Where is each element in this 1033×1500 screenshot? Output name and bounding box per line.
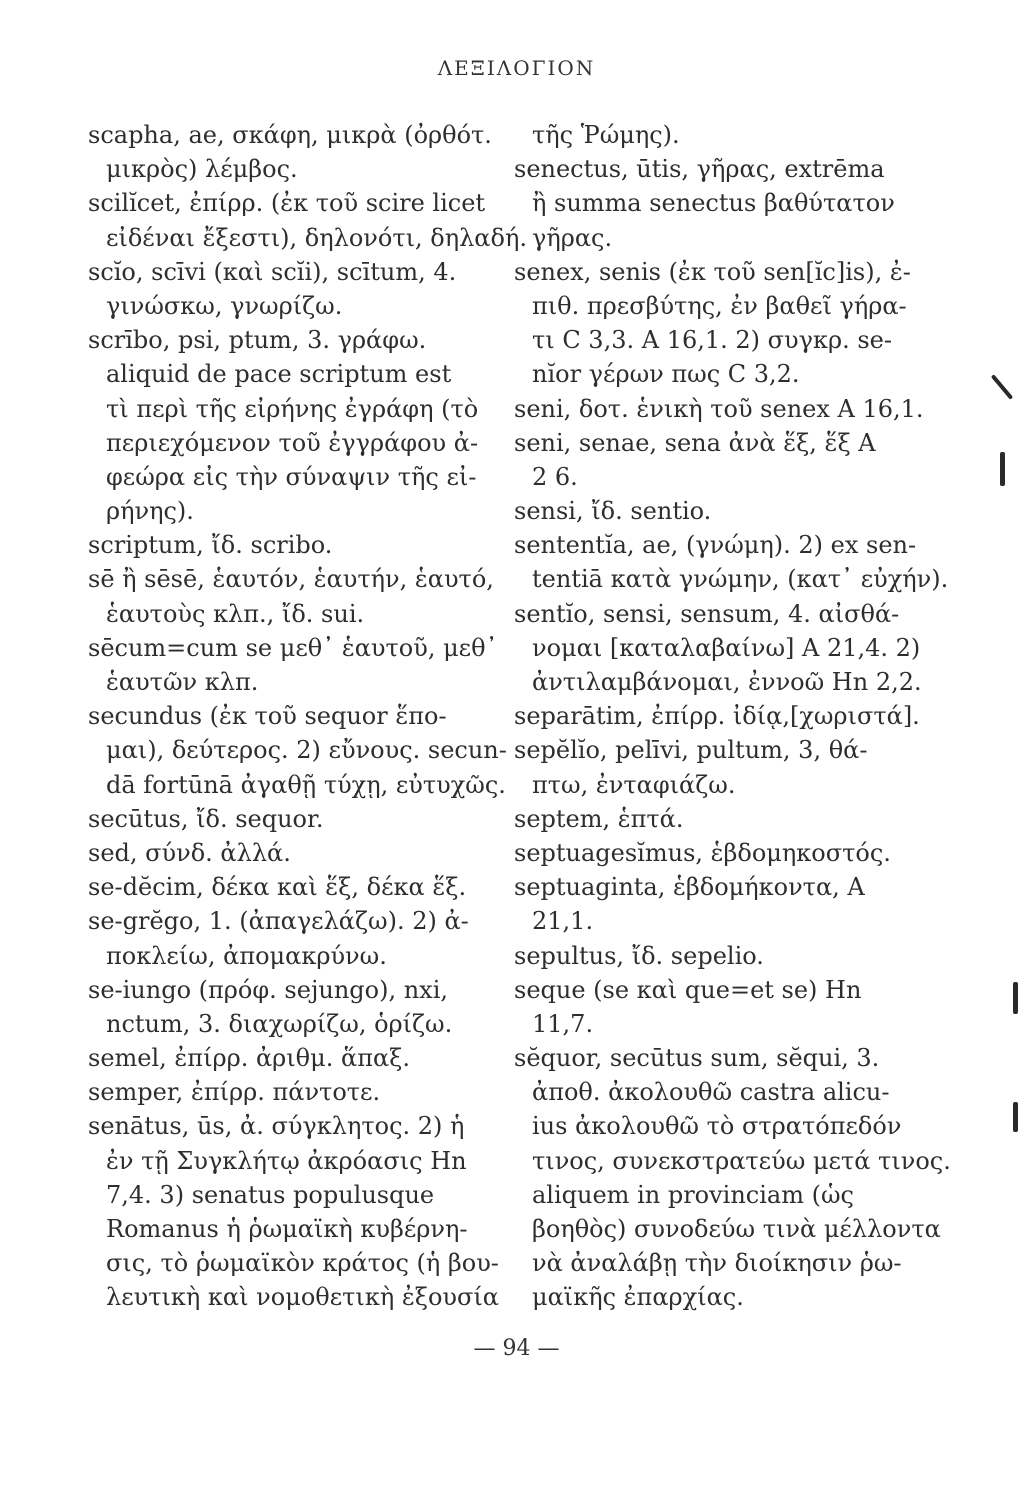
entry-line: τῆς Ῥώμης).	[532, 121, 680, 149]
entry-line: nctum, 3. διαχωρίζω, ὁρίζω.	[106, 1009, 453, 1038]
entry-line: septem, ἑπτά.	[514, 804, 684, 833]
entry-line: τι C 3,3. A 16,1. 2) συγκρ. se-	[532, 326, 892, 355]
entry-line: μαι), δεύτερος. 2) εὔνους. secun-	[106, 736, 507, 765]
entry-line: ius ἀκολουθῶ τὸ στρατόπεδόν	[532, 1112, 902, 1141]
entry-line: sentĭo, sensi, sensum, 4. αἰσθά-	[514, 599, 900, 628]
left-column	[88, 118, 527, 1315]
entry-line: senectus, ūtis, γῆρας, extrēma	[514, 155, 885, 184]
entry-line: σις, τὸ ῥωμαϊκὸν κράτος (ἡ βου-	[106, 1249, 499, 1278]
entry-line: secundus (ἐκ τοῦ sequor ἕπο-	[88, 702, 447, 731]
entry-line: ἢ summa senectus βαθύτατον	[532, 189, 895, 218]
page-number: — 94 —	[473, 1336, 560, 1361]
entry-line: sed, σύνδ. ἀλλά.	[88, 838, 291, 867]
entry-line: separātim, ἐπίρρ. ἰδίᾳ,[χωριστά].	[514, 702, 920, 731]
entry-line: φεώρα εἰς τὴν σύναψιν τῆς εἰ-	[106, 462, 477, 491]
entry-line: 21,1.	[532, 907, 594, 936]
scan-mark	[1013, 1102, 1018, 1132]
entry-line: ποκλείω, ἀπομακρύνω.	[106, 941, 387, 970]
entry-line: sensi, ἴδ. sentio.	[514, 497, 712, 526]
right-column	[514, 118, 951, 1315]
entry-line: γῆρας.	[532, 223, 613, 252]
entry-line: se-iungo (πρόφ. sejungo), nxi,	[88, 975, 449, 1004]
entry-line: semel, ἐπίρρ. ἀριθμ. ἅπαξ.	[88, 1044, 411, 1073]
entry-line: scrībo, psi, ptum, 3. γράφω.	[88, 326, 427, 355]
running-header: ΛΕΞΙΛΟΓΙΟΝ	[437, 56, 596, 80]
entry-line: scĭo, scīvi (καὶ scĭi), scītum, 4.	[88, 257, 457, 286]
entry-line: septuaginta, ἑβδομήκοντα, A	[514, 873, 865, 902]
entry-line: νὰ ἀναλάβῃ τὴν διοίκησιν ῥω-	[532, 1249, 902, 1278]
entry-line: Romanus ἡ ῥωμαϊκὴ κυβέρνη-	[106, 1215, 468, 1243]
entry-line: 11,7.	[532, 1009, 594, 1038]
entry-line: seni, δοτ. ἑνικὴ τοῦ senex A 16,1.	[514, 394, 924, 423]
entry-line: μαϊκῆς ἐπαρχίας.	[532, 1283, 744, 1312]
entry-line: sēcum=cum se μεθ᾽ ἑαυτοῦ, μεθ᾽	[88, 633, 498, 662]
entry-line: sententĭa, ae, (γνώμη). 2) ex sen-	[514, 531, 917, 560]
entry-line: sepultus, ἴδ. sepelio.	[514, 941, 764, 970]
scan-mark	[991, 374, 1013, 400]
entry-line: septuagesĭmus, ἑβδομηκοστός.	[514, 838, 891, 867]
entry-line: γινώσκω, γνωρίζω.	[106, 291, 343, 320]
entry-line: τὶ περὶ τῆς εἰρήνης ἐγράφη (τὸ	[106, 394, 479, 423]
entry-line: nĭor γέρων πως C 3,2.	[532, 360, 800, 389]
entry-line: dā fortūnā ἀγαθῇ τύχῃ, εὐτυχῶς.	[106, 770, 506, 799]
entry-line: 7,4. 3) senatus populusque	[106, 1180, 435, 1209]
entry-line: 2 6.	[532, 462, 578, 491]
entry-line: ρήνης).	[106, 497, 194, 526]
entry-line: se-grĕgo, 1. (ἀπαγελάζω). 2) ἀ-	[88, 907, 469, 936]
entry-line: ἑαυτοὺς κλπ., ἴδ. sui.	[106, 599, 365, 628]
entry-line: ἑαυτῶν κλπ.	[106, 668, 259, 696]
entry-line: βοηθὸς) συνοδεύω τινὰ μέλλοντα	[532, 1215, 941, 1243]
entry-line: νομαι [καταλαβαίνω] A 21,4. 2)	[532, 633, 921, 662]
entry-line: ἀντιλαμβάνομαι, ἐννοῶ Hn 2,2.	[532, 668, 922, 696]
entry-line: sepĕlĭo, pelīvi, pultum, 3, θά-	[514, 736, 868, 765]
entry-line: λευτικὴ καὶ νομοθετικὴ ἐξουσία	[106, 1283, 499, 1312]
entry-line: scapha, ae, σκάφη, μικρὰ (ὀρθότ.	[88, 121, 492, 149]
entry-line: scilĭcet, ἐπίρρ. (ἐκ τοῦ scire licet	[88, 189, 486, 218]
entry-line: seque (se καὶ que=et se) Hn	[514, 975, 862, 1004]
entry-line: tentiā κατὰ γνώμην, (κατ᾽ εὐχήν).	[532, 565, 949, 594]
entry-line: πιθ. πρεσβύτης, ἐν βαθεῖ γήρα-	[532, 291, 907, 320]
entry-line: seni, senae, sena ἀνὰ ἕξ, ἕξ A	[514, 428, 876, 457]
entry-line: εἰδέναι ἔξεστι), δηλονότι, δηλαδή.	[106, 223, 527, 252]
entry-line: ἐν τῇ Συγκλήτῳ ἀκρόασις Hn	[106, 1146, 467, 1175]
entry-line: sē ἢ sēsē, ἑαυτόν, ἑαυτήν, ἑαυτό,	[88, 565, 494, 594]
scan-mark	[1000, 452, 1005, 486]
scan-mark	[1013, 982, 1018, 1014]
entry-line: ἀποθ. ἀκολουθῶ castra alicu-	[532, 1078, 890, 1107]
entry-line: scriptum, ἴδ. scribo.	[88, 531, 333, 560]
entry-line: τινος, συνεκστρατεύω μετά τινος.	[532, 1146, 951, 1175]
entry-line: πτω, ἐνταφιάζω.	[532, 770, 736, 799]
entry-line: senex, senis (ἐκ τοῦ sen[ĭc]is), ἐ-	[514, 257, 911, 286]
entry-line: se-dĕcim, δέκα καὶ ἕξ, δέκα ἕξ.	[88, 873, 467, 902]
entry-line: sĕquor, secūtus sum, sĕqui, 3.	[514, 1044, 880, 1073]
entry-line: περιεχόμενον τοῦ ἐγγράφου ἀ-	[106, 428, 479, 457]
entry-line: aliquid de pace scriptum est	[106, 360, 452, 389]
entry-line: secūtus, ἴδ. sequor.	[88, 804, 324, 833]
entry-line: aliquem in provinciam (ὡς	[532, 1180, 854, 1209]
entry-line: μικρὸς) λέμβος.	[106, 155, 298, 184]
entry-line: senātus, ūs, ἀ. σύγκλητος. 2) ἡ	[88, 1112, 465, 1141]
entry-line: semper, ἐπίρρ. πάντοτε.	[88, 1078, 381, 1107]
